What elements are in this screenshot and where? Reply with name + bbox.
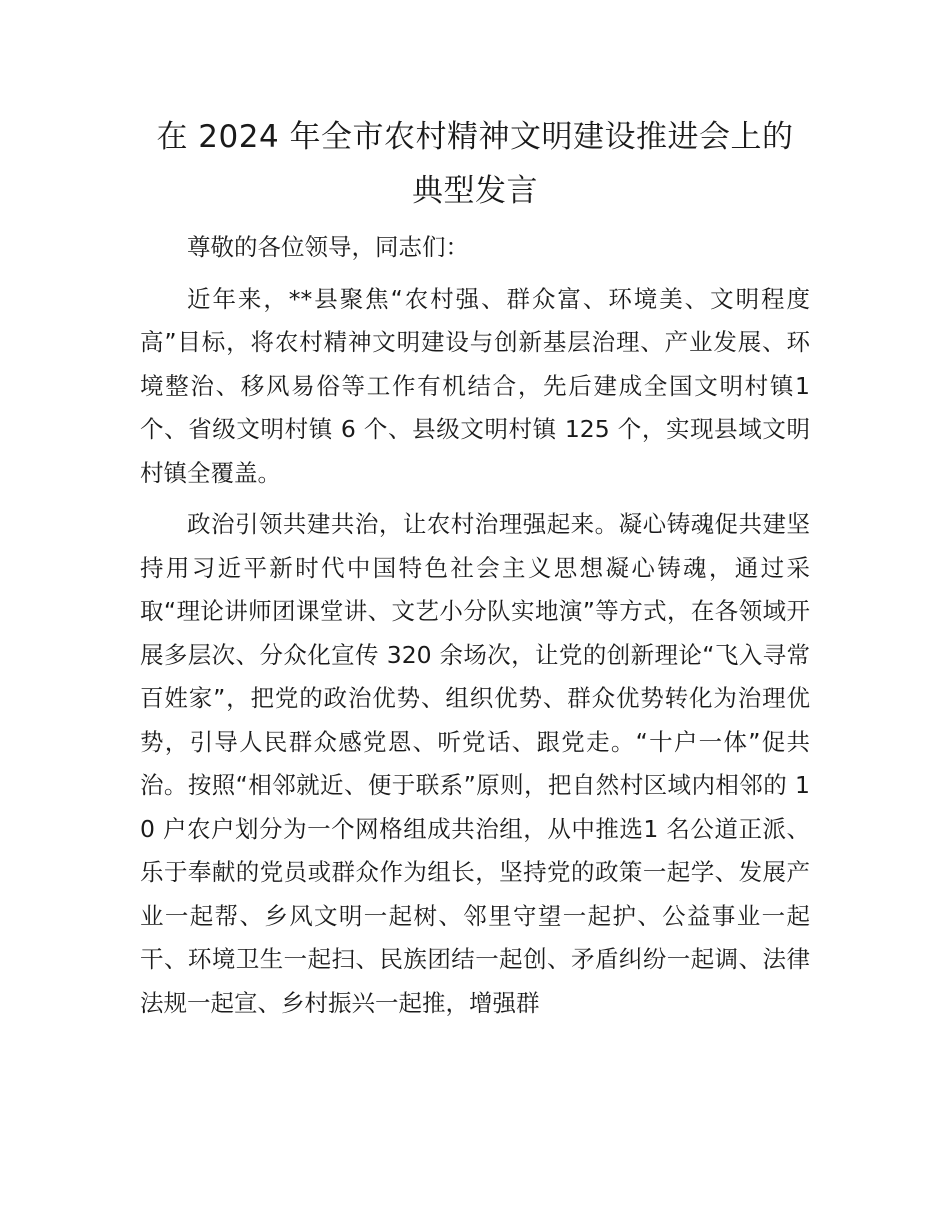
paragraph-intro: 近年来，**县聚焦“农村强、群众富、环境美、文明程度高”目标，将农村精神文明建设与创新基层治理、产业发展、环境整治、移风易俗等工作有机结合，先后建成全国文明村镇1 个、省级文明村镇 6 个、县级文明村镇 125 个，实现县域文明村镇全覆盖。: [140, 284, 810, 487]
title-line-1: 在 2024 年全市农村精神文明建设推进会上的: [156, 119, 794, 155]
document-title: [140, 110, 810, 218]
paragraph-political-leadership: 政治引领共建共治，让农村治理强起来。凝心铸魂促共建坚持用习近平新时代中国特色社会主义思想凝心铸魂，通过采取“理论讲师团课堂讲、文艺小分队实地演”等方式，在各领域开展多层次、分众化宣传 320 余场次，让党的创新理论“飞入寻常百姓家”，把党的政治优势、组织优势、群众优势转化为治理优势，引导人民群众感党恩、听党话、跟党走。“十户一体”促共治。按照“相邻就近、便于联系”原则，把自然村区域内相邻的 10 户农户划分为一个网格组成共治组，从中推选1 名公道正派、乐于奉献的党员或群众作为组长，坚持党的政策一起学、发展产业一起帮、乡风文明一起树、邻里守望一起护、公益事业一起干、环境卫生一起扫、民族团结一起创、矛盾纠纷一起调、法律法规一起宣、乡村振兴一起推，增强群: [140, 510, 810, 1017]
title-line-2: 典型发言: [412, 173, 538, 209]
salutation: 尊敬的各位领导，同志们：: [187, 233, 469, 261]
